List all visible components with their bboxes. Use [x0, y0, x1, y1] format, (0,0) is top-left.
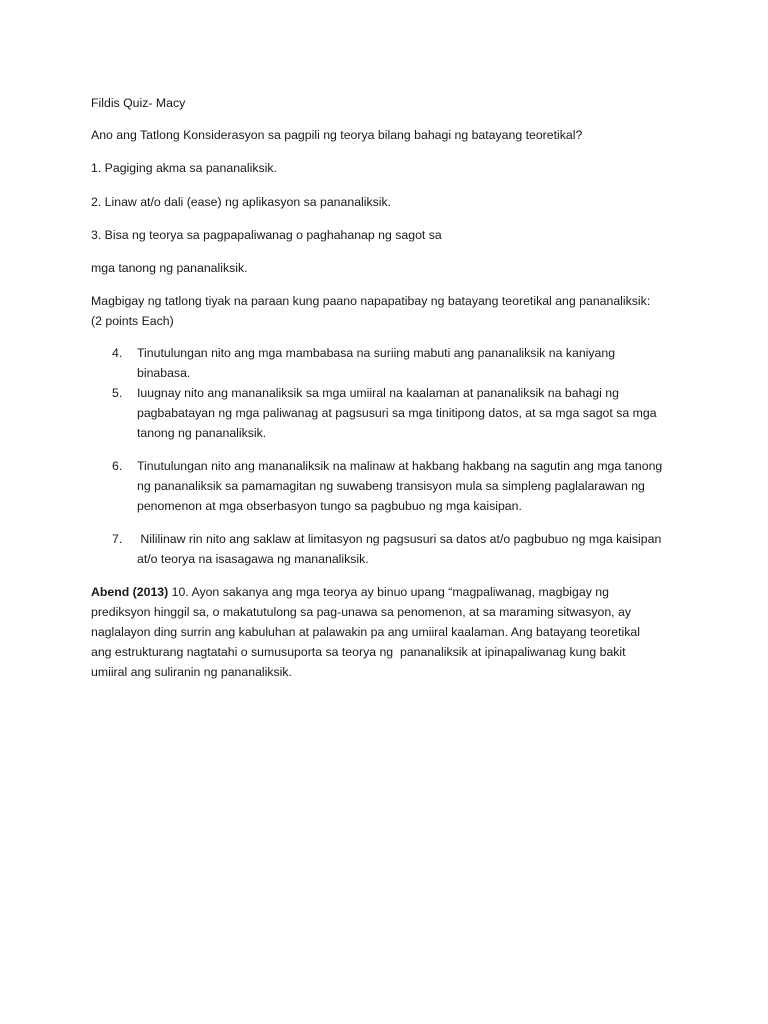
list-item-number: 7.	[112, 532, 123, 546]
list-item	[112, 456, 682, 516]
abend-line: umiiral ang suliranin ng pananaliksik.	[91, 665, 292, 679]
list-item-line: Nililinaw rin nito ang saklaw at limitasyon ng pagsusuri sa datos at/o pagbubuo ng mga kaisipan	[137, 532, 662, 546]
list-item-line: ng pananaliksik sa pamamagitan ng suwabeng transisyon mula sa simpleng paglalarawan ng	[137, 479, 645, 493]
list-item-number: 5.	[112, 386, 123, 400]
question-two: Magbigay ng tatlong tiyak na paraan kung paano napapatibay ng batayang teoretikal ang pananaliksik:	[91, 294, 651, 308]
list-item-line: tanong ng pananaliksik.	[137, 426, 267, 440]
abend-line: 10. Ayon sakanya ang mga teorya ay binuo upang “magpaliwanag, magbigay ng	[168, 585, 609, 599]
list-item-line: penomenon at mga obserbasyon tungo sa pagbubuo ng mga kaisipan.	[137, 499, 522, 513]
abend-paragraph	[91, 582, 691, 682]
list-item-line: binabasa.	[137, 366, 191, 380]
abend-line: prediksyon hinggil sa, o makatutulong sa pag-unawa sa penomenon, at sa maraming sitwasyon, ay	[91, 605, 632, 619]
answer-three: 3. Bisa ng teorya sa pagpapaliwanag o paghahanap ng sagot sa	[91, 228, 442, 242]
question-two-points: (2 points Each)	[91, 314, 174, 328]
answer-three-continuation: mga tanong ng pananaliksik.	[91, 261, 248, 275]
document-title: Fildis Quiz- Macy	[91, 96, 186, 110]
list-item	[112, 529, 682, 569]
list-item-number: 6.	[112, 459, 123, 473]
abend-line: ang estrukturang nagtatahi o sumusuporta sa teorya ng pananaliksik at ipinapaliwanag kung bakit	[91, 645, 626, 659]
list-item-line: Tinutulungan nito ang mananaliksik na malinaw at hakbang hakbang na sagutin ang mga tanong	[137, 459, 663, 473]
list-item	[112, 383, 682, 443]
abend-citation: Abend (2013)	[91, 585, 169, 599]
list-item-line: pagbabatayan ng mga paliwanag at pagsusuri sa mga tinitipong datos, at sa mga sagot sa mga	[137, 406, 657, 420]
answer-two: 2. Linaw at/o dali (ease) ng aplikasyon sa pananaliksik.	[91, 195, 392, 209]
list-item-line: Iuugnay nito ang mananaliksik sa mga umiiral na kaalaman at pananaliksik na bahagi ng	[137, 386, 619, 400]
list-item	[112, 343, 682, 383]
answer-one: 1. Pagiging akma sa pananaliksik.	[91, 161, 277, 175]
abend-line: naglalayon ding surrin ang kabuluhan at palawakin pa ang umiiral kaalaman. Ang batayang teoretikal	[91, 625, 640, 639]
question-one: Ano ang Tatlong Konsiderasyon sa pagpili ng teorya bilang bahagi ng batayang teoretikal?	[91, 128, 583, 142]
list-item-line: at/o teorya na isasagawa ng mananaliksik.	[137, 552, 369, 566]
list-item-number: 4.	[112, 346, 123, 360]
list-item-line: Tinutulungan nito ang mga mambabasa na suriing mabuti ang pananaliksik na kaniyang	[137, 346, 616, 360]
